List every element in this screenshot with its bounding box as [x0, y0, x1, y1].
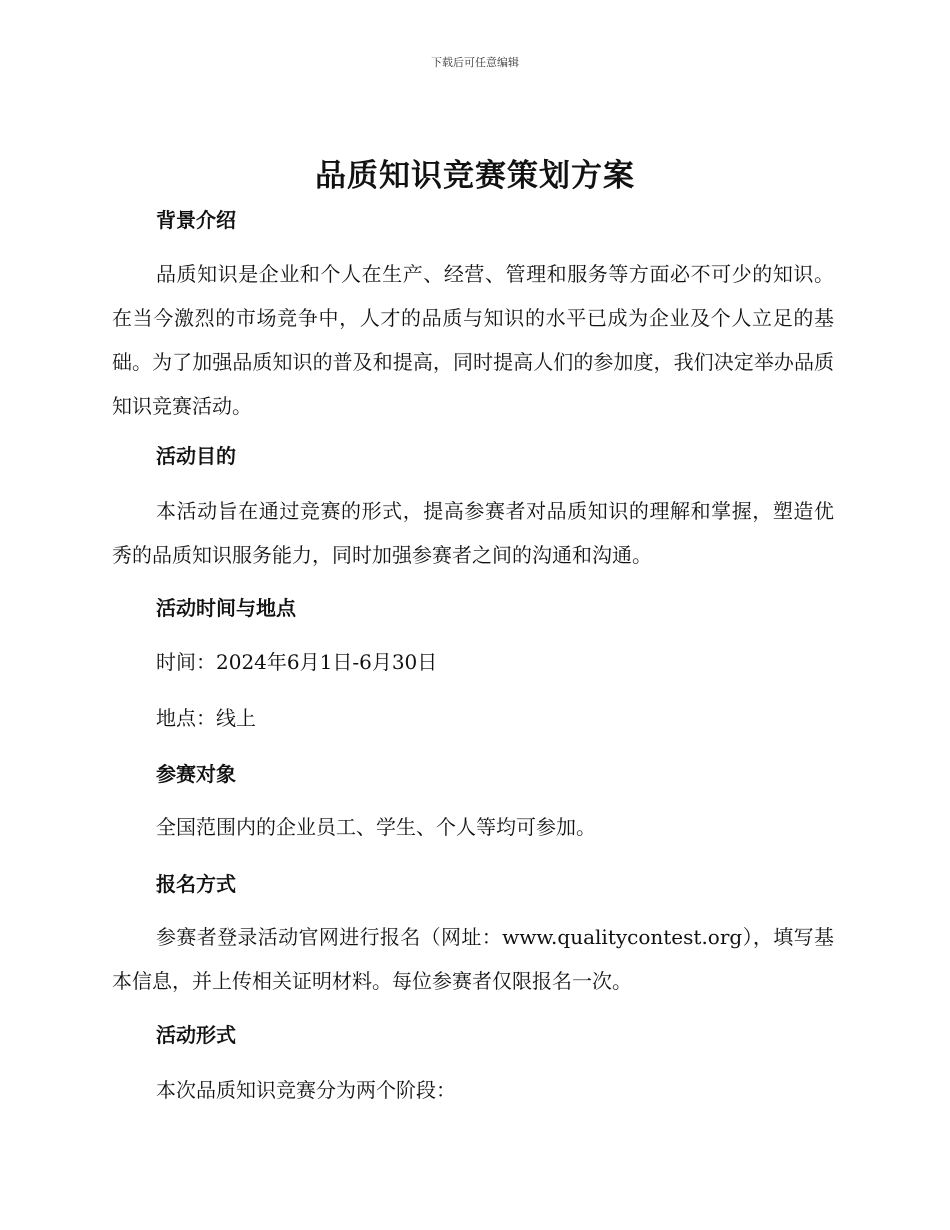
heading-registration: 报名方式	[156, 872, 236, 896]
heading-time-place: 活动时间与地点	[156, 596, 296, 620]
paragraph-registration: 参赛者登录活动官网进行报名（网址：www.qualitycontest.org），填写基本信息，并上传相关证明材料。每位参赛者仅限报名一次。	[112, 925, 834, 993]
paragraph-place: 地点：线上	[156, 706, 256, 730]
heading-participants: 参赛对象	[156, 762, 236, 786]
paragraph-time: 时间：2024年6月1日-6月30日	[156, 650, 438, 674]
paragraph-background: 品质知识是企业和个人在生产、经营、管理和服务等方面必不可少的知识。在当今激烈的市场竞争中，人才的品质与知识的水平已成为企业及个人立足的基础。为了加强品质知识的普及和提高，同时提高人们的参加度，我们决定举办品质知识竞赛活动。	[112, 262, 834, 418]
heading-format: 活动形式	[156, 1023, 236, 1047]
heading-purpose: 活动目的	[156, 444, 236, 468]
paragraph-format: 本次品质知识竞赛分为两个阶段：	[156, 1078, 456, 1102]
heading-background: 背景介绍	[156, 208, 236, 232]
header-note: 下载后可任意编辑	[431, 56, 519, 69]
paragraph-purpose: 本活动旨在通过竞赛的形式，提高参赛者对品质知识的理解和掌握，塑造优秀的品质知识服务能力，同时加强参赛者之间的沟通和沟通。	[112, 499, 834, 567]
paragraph-participants: 全国范围内的企业员工、学生、个人等均可参加。	[156, 815, 596, 839]
document-title: 品质知识竞赛策划方案	[315, 158, 635, 194]
